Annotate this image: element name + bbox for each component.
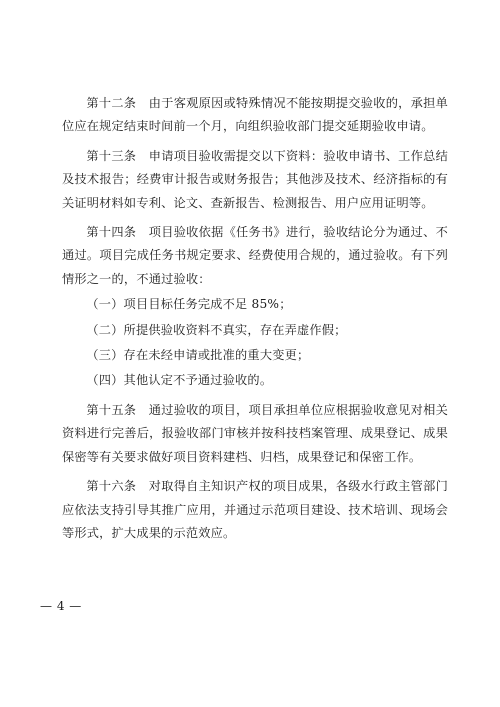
list-item-4: （四）其他认定不予通过验收的。: [86, 373, 273, 388]
document-body: [62, 92, 448, 551]
page-number: — 4 —: [40, 599, 82, 613]
article-13-paragraph: 第十三条 申请项目验收需提交以下资料：验收申请书、工作总结及技术报告；经费审计报告或财务报告；其他涉及技术、经济指标的有关证明材料如专利、论文、查新报告、检测报告、用户应用证明等。: [62, 148, 448, 210]
list-item-2: （二）所提供验收资料不真实，存在弄虚作假；: [86, 322, 347, 337]
article-16-paragraph: 第十六条 对取得自主知识产权的项目成果，各级水行政主管部门应依法支持引导其推广应用，并通过示范项目建设、技术培训、现场会等形式，扩大成果的示范效应。: [62, 479, 448, 540]
list-item-3: （三）存在未经申请或批准的重大变更；: [86, 348, 310, 363]
article-12-paragraph: 第十二条 由于客观原因或特殊情况不能按期提交验收的，承担单位应在规定结束时间前一个月，向组织验收部门提交延期验收申请。: [62, 96, 448, 134]
list-item-1: （一）项目目标任务完成不足 85%；: [86, 297, 292, 312]
article-14-paragraph: 第十四条 项目验收依据《任务书》进行，验收结论分为通过、不通过。项目完成任务书规定要求、经费使用合规的，通过验收。有下列情形之一的，不通过验收：: [62, 225, 448, 286]
article-15-paragraph: 第十五条 通过验收的项目，项目承担单位应根据验收意见对相关资料进行完善后，报验收部门审核并按科技档案管理、成果登记、成果保密等有关要求做好项目资料建档、归档，成果登记和保密工作。: [62, 402, 448, 464]
